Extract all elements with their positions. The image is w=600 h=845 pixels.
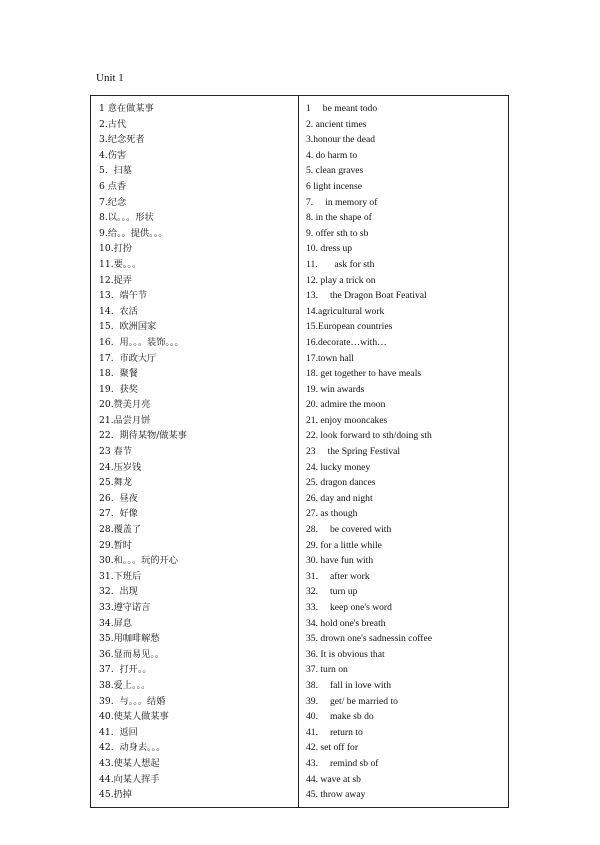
english-entry-14: 14.agricultural work xyxy=(306,305,385,317)
chinese-entry-24: 24.压岁钱 xyxy=(99,461,142,473)
english-entry-41: 41. return to xyxy=(306,726,363,738)
chinese-entry-4: 4.伤害 xyxy=(99,149,127,161)
vocabulary-table xyxy=(90,95,509,808)
english-entry-43: 43. remind sb of xyxy=(306,757,379,769)
english-entry-40: 40. make sb do xyxy=(306,711,374,723)
english-entry-45: 45. throw away xyxy=(306,789,366,801)
chinese-entry-13: 13. 端午节 xyxy=(99,290,148,302)
english-entry-20: 20. admire the moon xyxy=(306,399,386,411)
english-entry-13: 13. the Dragon Boat Featival xyxy=(306,290,427,302)
chinese-entry-39: 39. 与。。。结婚 xyxy=(99,695,166,707)
chinese-entry-37: 37. 打开。。 xyxy=(99,664,152,676)
english-entry-10: 10. dress up xyxy=(306,243,353,255)
english-entry-4: 4. do harm to xyxy=(306,149,358,161)
english-entry-6: 6 light incense xyxy=(306,180,362,192)
chinese-entry-3: 3.纪念死者 xyxy=(99,134,145,146)
chinese-entry-41: 41. 返回 xyxy=(99,726,138,738)
chinese-entry-45: 45.扔掉 xyxy=(99,789,132,801)
chinese-entry-29: 29.暂时 xyxy=(99,539,132,551)
english-entry-7: 7. in memory of xyxy=(306,196,378,208)
page-title: Unit 1 xyxy=(96,72,124,84)
english-entry-24: 24. lucky money xyxy=(306,461,371,473)
english-entry-26: 26. day and night xyxy=(306,492,373,504)
chinese-column xyxy=(91,96,299,807)
chinese-entry-40: 40.使某人做某事 xyxy=(99,711,169,723)
chinese-entry-5: 5. 扫墓 xyxy=(99,165,132,177)
english-entry-5: 5. clean graves xyxy=(306,165,364,177)
chinese-entry-25: 25.舞龙 xyxy=(99,477,132,489)
english-entry-21: 21. enjoy mooncakes xyxy=(306,414,388,426)
chinese-entry-11: 11.要。。。 xyxy=(99,258,142,270)
chinese-entry-17: 17. 市政大厅 xyxy=(99,352,157,364)
english-entry-27: 27. as though xyxy=(306,508,358,520)
chinese-entry-43: 43.使某人想起 xyxy=(99,757,160,769)
chinese-entry-31: 31.下班后 xyxy=(99,570,142,582)
english-entry-11: 11. ask for sth xyxy=(306,258,375,270)
chinese-entry-42: 42. 动身去。。。 xyxy=(99,742,166,754)
chinese-entry-36: 36.显而易见。。 xyxy=(99,648,165,660)
english-entry-37: 37. turn on xyxy=(306,664,348,676)
english-entry-16: 16.decorate…with… xyxy=(306,336,387,348)
chinese-entry-44: 44.向某人挥手 xyxy=(99,773,160,785)
english-entry-22: 22. look forward to sth/doing sth xyxy=(306,430,432,442)
chinese-entry-20: 20.赞美月亮 xyxy=(99,399,151,411)
chinese-entry-1: 1 意在做某事 xyxy=(99,103,154,114)
english-entry-30: 30. have fun with xyxy=(306,555,374,567)
english-entry-15: 15.European countries xyxy=(306,321,393,333)
english-entry-42: 42. set off for xyxy=(306,742,359,754)
chinese-entry-8: 8.以。。。形状 xyxy=(99,212,154,224)
chinese-entry-34: 34.屏息 xyxy=(99,617,132,629)
english-entry-32: 32. turn up xyxy=(306,586,358,598)
english-entry-39: 39. get/ be married to xyxy=(306,695,398,707)
chinese-entry-15: 15. 欧洲国家 xyxy=(99,321,157,333)
chinese-entry-22: 22. 期待某物/做某事 xyxy=(99,430,187,442)
chinese-entry-35: 35.用咖啡解愁 xyxy=(99,633,160,645)
english-entry-12: 12. play a trick on xyxy=(306,274,376,286)
english-entry-29: 29. for a little while xyxy=(306,539,382,551)
chinese-entry-21: 21.品尝月饼 xyxy=(99,414,151,426)
chinese-entry-38: 38.爱上。。。 xyxy=(99,679,151,691)
english-entry-44: 44. wave at sb xyxy=(306,773,361,785)
english-entry-25: 25. dragon dances xyxy=(306,477,376,489)
chinese-entry-28: 28.覆盖了 xyxy=(99,524,142,536)
english-entry-19: 19. win awards xyxy=(306,383,365,395)
english-entry-34: 34. hold one's breath xyxy=(306,617,386,629)
english-entry-33: 33. keep one's word xyxy=(306,602,392,613)
chinese-entry-14: 14. 农活 xyxy=(99,305,138,317)
chinese-entry-12: 12.捉弄 xyxy=(99,274,132,286)
english-entry-17: 17.town hall xyxy=(306,352,354,364)
chinese-entry-19: 19. 获奖 xyxy=(99,383,138,395)
chinese-entry-23: 23 春节 xyxy=(99,446,132,458)
chinese-entry-32: 32. 出现 xyxy=(99,586,138,598)
english-entry-8: 8. in the shape of xyxy=(306,212,372,224)
english-entry-28: 28. be covered with xyxy=(306,524,392,536)
english-entry-3: 3.honour the dead xyxy=(306,134,376,146)
english-entry-18: 18. get together to have meals xyxy=(306,368,422,380)
english-entry-36: 36. It is obvious that xyxy=(306,648,385,660)
chinese-entry-2: 2.古代 xyxy=(99,118,127,130)
english-entry-35: 35. drown one's sadnessin coffee xyxy=(306,633,432,645)
chinese-entry-26: 26. 昼夜 xyxy=(99,492,138,504)
chinese-entry-30: 30.和。。。玩的开心 xyxy=(99,555,178,567)
chinese-entry-7: 7.纪念 xyxy=(99,196,127,208)
english-entry-1: 1 be meant todo xyxy=(306,103,378,114)
english-entry-31: 31. after work xyxy=(306,570,370,582)
english-entry-2: 2. ancient times xyxy=(306,118,367,130)
chinese-entry-27: 27. 好像 xyxy=(99,508,138,520)
chinese-entry-18: 18. 聚餐 xyxy=(99,368,138,380)
english-entry-38: 38. fall in love with xyxy=(306,679,391,691)
english-column xyxy=(299,96,508,807)
chinese-entry-6: 6 点香 xyxy=(99,180,127,192)
chinese-entry-33: 33.遵守诺言 xyxy=(99,602,151,613)
chinese-entry-9: 9.给。。提供。。。 xyxy=(99,227,168,239)
english-entry-23: 23 the Spring Festival xyxy=(306,446,401,458)
english-entry-9: 9. offer sth to sb xyxy=(306,227,369,239)
chinese-entry-16: 16. 用。。。装饰。。。 xyxy=(99,336,184,348)
chinese-entry-10: 10.打扮 xyxy=(99,243,132,255)
